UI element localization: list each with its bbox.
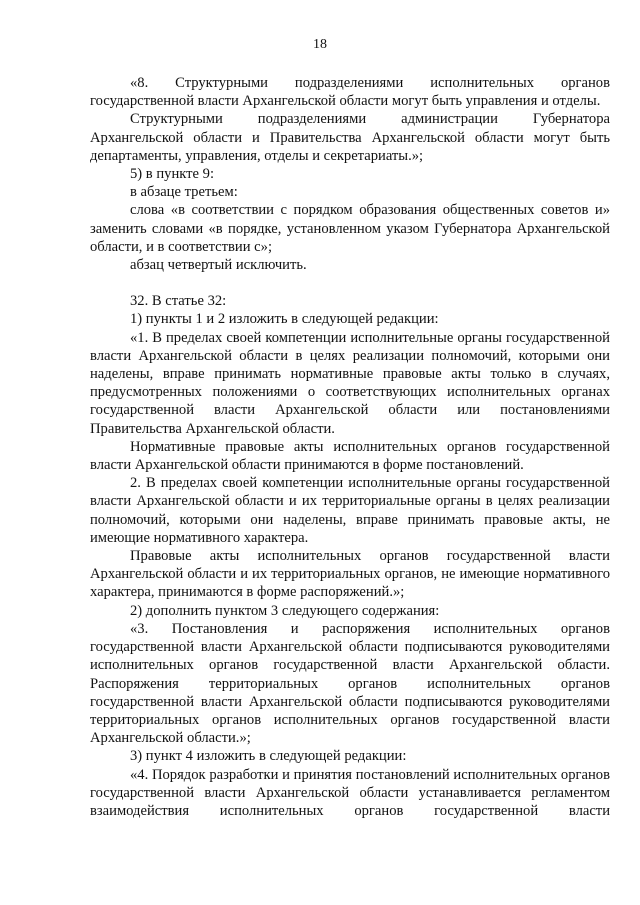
paragraph-subitem-5-point-9: 5) в пункте 9: bbox=[130, 166, 215, 183]
paragraph-replace-words: слова «в соответствии с порядком образования общественных советов и» заменить словами «в порядке, установленном указом Губернатора Архангельской области, и в соответствии с»; bbox=[90, 202, 610, 255]
paragraph-point-2: 2. В пределах своей компетенции исполнительные органы государственной власти Архангельской области и их территориальные органы в целях реализации полномочий, которыми они наделены, вправе принимать правовые акты, не имеющие нормативного характера. bbox=[90, 475, 610, 546]
page-number: 18 bbox=[313, 37, 327, 52]
paragraph-item-8-structure: «8. Структурными подразделениями исполнительных органов государственной власти Архангельской области могут быть управления и отделы. bbox=[90, 75, 610, 110]
paragraph-points-1-2-wording: 1) пункты 1 и 2 изложить в следующей редакции: bbox=[130, 311, 439, 328]
paragraph-spacer bbox=[90, 274, 610, 292]
paragraph-point-4-wording: 3) пункт 4 изложить в следующей редакции: bbox=[130, 748, 407, 765]
paragraph-exclude-fourth: абзац четвертый исключить. bbox=[130, 257, 307, 274]
paragraph-point-3: «3. Постановления и распоряжения исполнительных органов государственной власти Архангельской области подписываются руководителями исполнительных органов государственной власти Архангельской области. Распоряжения территориальных органов исполнительных органов государственной власти Архангельской области подписываются руководителями территориальных органов исполнительных органов государственной власти Архангельской области.»; bbox=[90, 620, 610, 747]
paragraph-normative-acts-form: Нормативные правовые акты исполнительных органов государственной власти Архангельской области принимаются в форме постановлений. bbox=[90, 438, 610, 474]
document-body bbox=[90, 74, 610, 820]
paragraph-non-normative-acts-form: Правовые акты исполнительных органов государственной власти Архангельской области и их территориальных органов, не имеющие нормативного характера, принимаются в форме распоряжений.»; bbox=[90, 548, 610, 601]
paragraph-add-point-3: 2) дополнить пунктом 3 следующего содержания: bbox=[130, 602, 440, 619]
paragraph-structural-units-administration: Структурными подразделениями администрации Губернатора Архангельской области и Правительства Архангельской области могут быть департаменты, управления, отделы и секретариаты.»; bbox=[90, 111, 610, 164]
paragraph-third-subparagraph: в абзаце третьем: bbox=[130, 184, 238, 201]
paragraph-point-4: «4. Порядок разработки и принятия постановлений исполнительных органов государственной власти Архангельской области устанавливается регламентом взаимодействия исполнительных органов государственной власти bbox=[90, 766, 610, 819]
paragraph-point-1: «1. В пределах своей компетенции исполнительные органы государственной власти Архангельской области в целях реализации полномочий, которыми они наделены, вправе принимать нормативные правовые акты только в случаях, предусмотренных положениями о соответствующих исполнительных органах государственной власти Архангельской области или постановлениями Правительства Архангельской области. bbox=[90, 329, 610, 437]
paragraph-article-32: 32. В статье 32: bbox=[130, 293, 227, 310]
